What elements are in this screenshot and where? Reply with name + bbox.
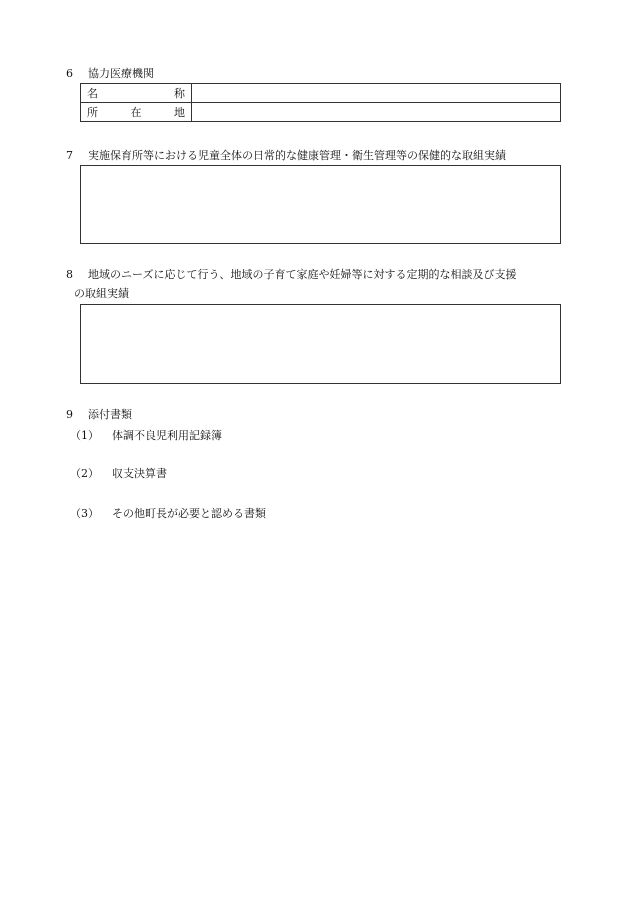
community-support-record-box[interactable]	[80, 304, 561, 384]
address-value-cell[interactable]	[192, 103, 561, 122]
attachment-item-number: （2）	[70, 467, 99, 480]
table-row-name	[81, 84, 561, 103]
section8-number: 8	[66, 268, 73, 281]
section9-title: 添付書類	[88, 408, 132, 421]
address-label-char: 地	[174, 106, 185, 119]
address-label	[81, 103, 192, 122]
section7-number: 7	[66, 149, 73, 162]
medical-institution-table	[80, 83, 561, 122]
table-row-address	[81, 103, 561, 122]
name-label-char: 名	[87, 87, 98, 100]
section7-title: 実施保育所等における児童全体の日常的な健康管理・衛生管理等の保健的な取組実績	[88, 149, 506, 162]
health-management-record-box[interactable]	[80, 165, 561, 244]
attachment-item-text: その他町長が必要と認める書類	[112, 507, 266, 520]
section9-number: 9	[66, 408, 73, 421]
attachment-item-text: 収支決算書	[112, 467, 167, 480]
attachment-item-text: 体調不良児利用記録簿	[112, 429, 222, 442]
attachment-item-number: （3）	[70, 507, 99, 520]
section6-title: 協力医療機関	[88, 67, 154, 80]
name-label	[81, 84, 192, 103]
name-label-char: 称	[174, 87, 185, 100]
section8-title-line1: 地域のニーズに応じて行う、地域の子育て家庭や妊婦等に対する定期的な相談及び支援	[88, 268, 517, 281]
section8-title-line2: の取組実績	[74, 287, 129, 300]
attachment-item-number: （1）	[70, 429, 99, 442]
section6-number: 6	[66, 67, 73, 80]
address-label-char: 在	[130, 106, 142, 119]
name-value-cell[interactable]	[192, 84, 561, 103]
address-label-char: 所	[87, 106, 98, 119]
